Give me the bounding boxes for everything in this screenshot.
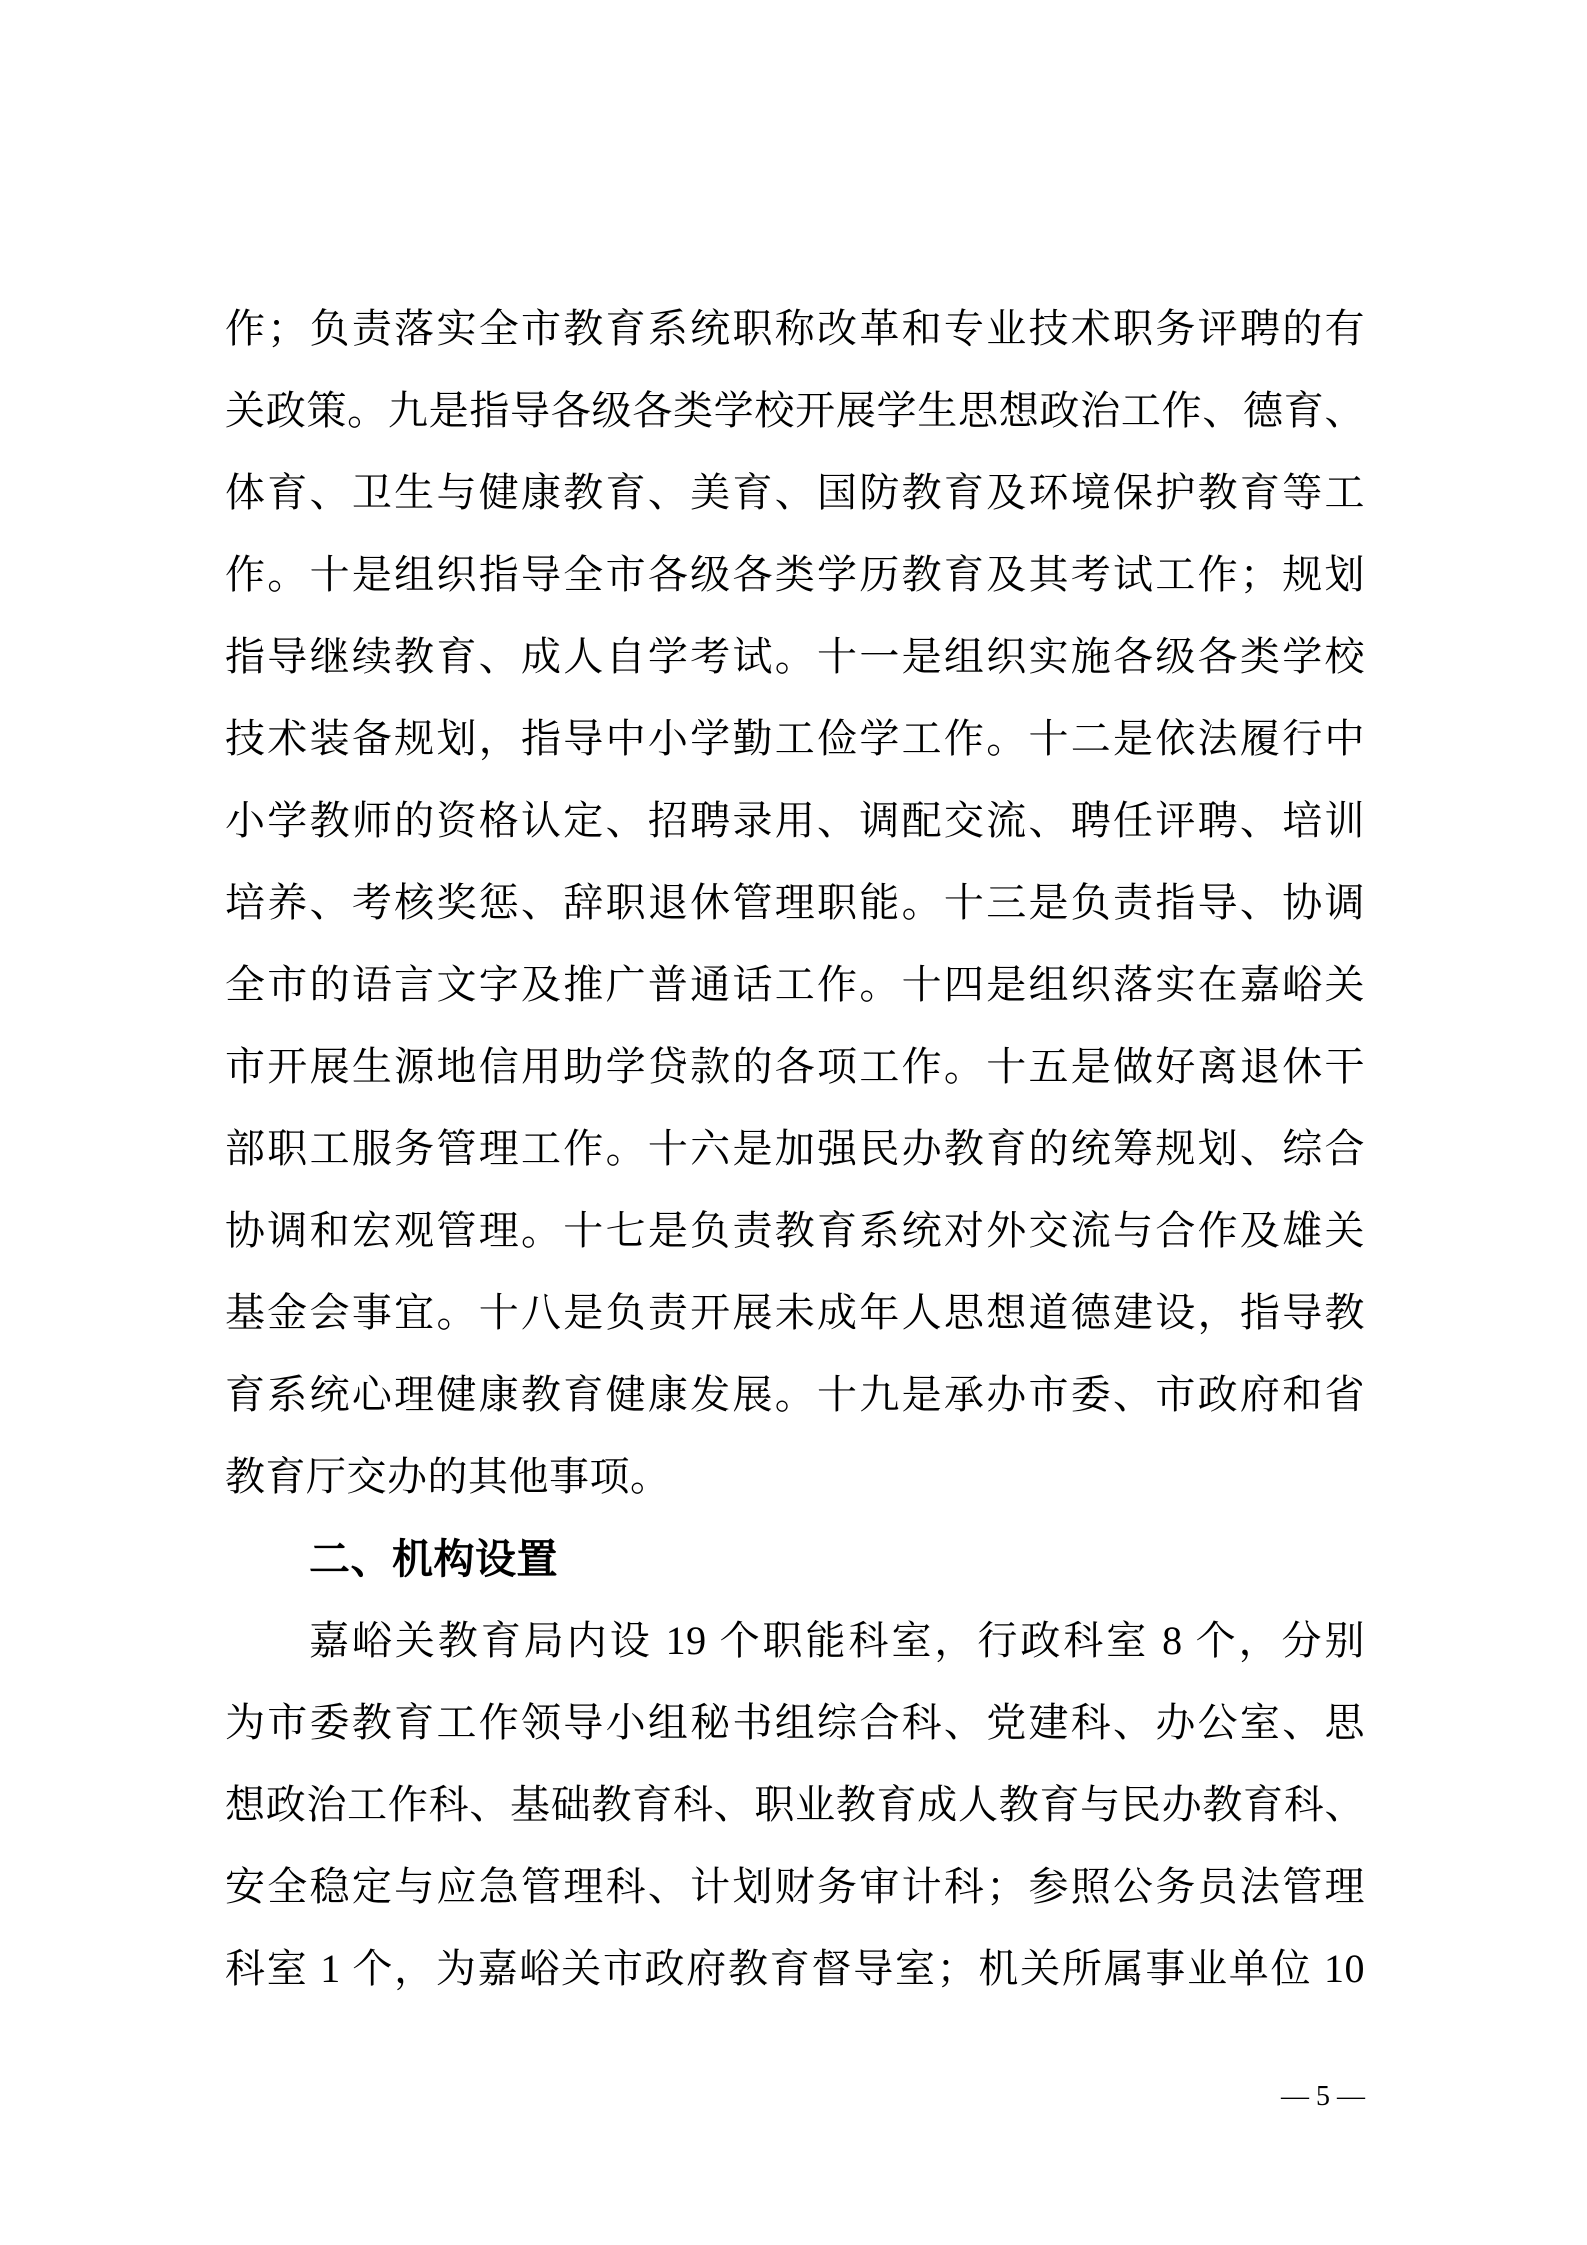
body-line: 育系统心理健康教育健康发展。十九是承办市委、市政府和省 (225, 1372, 1365, 1417)
body-line: 教育厅交办的其他事项。 (225, 1454, 671, 1499)
document-body (225, 288, 1365, 2010)
body-line: 关政策。九是指导各级各类学校开展学生思想政治工作、德育、 (225, 388, 1365, 433)
body-line: 基金会事宜。十八是负责开展未成年人思想道德建设，指导教 (225, 1290, 1365, 1335)
body-line: 指导继续教育、成人自学考试。十一是组织实施各级各类学校 (225, 634, 1365, 679)
section-heading: 二、机构设置 (309, 1536, 558, 1582)
body-line: 想政治工作科、基础教育科、职业教育成人教育与民办教育科、 (225, 1782, 1365, 1827)
body-line: 嘉峪关教育局内设 19 个职能科室，行政科室 8 个，分别 (309, 1618, 1365, 1663)
body-line: 作。十是组织指导全市各级各类学历教育及其考试工作；规划 (225, 552, 1365, 597)
body-line: 作；负责落实全市教育系统职称改革和专业技术职务评聘的有 (225, 306, 1365, 351)
body-line: 科室 1 个，为嘉峪关市政府教育督导室；机关所属事业单位 10 (225, 1946, 1365, 1991)
body-line: 部职工服务管理工作。十六是加强民办教育的统筹规划、综合 (225, 1126, 1365, 1171)
body-line: 体育、卫生与健康教育、美育、国防教育及环境保护教育等工 (225, 470, 1365, 515)
body-line: 全市的语言文字及推广普通话工作。十四是组织落实在嘉峪关 (225, 962, 1365, 1007)
body-line: 协调和宏观管理。十七是负责教育系统对外交流与合作及雄关 (225, 1208, 1365, 1253)
body-line: 为市委教育工作领导小组秘书组综合科、党建科、办公室、思 (225, 1700, 1365, 1745)
body-line: 培养、考核奖惩、辞职退休管理职能。十三是负责指导、协调 (225, 880, 1365, 925)
body-line: 小学教师的资格认定、招聘录用、调配交流、聘任评聘、培训 (225, 798, 1365, 843)
body-line: 安全稳定与应急管理科、计划财务审计科；参照公务员法管理 (225, 1864, 1365, 1909)
page-number: — 5 — (1281, 2081, 1365, 2112)
body-line: 技术装备规划，指导中小学勤工俭学工作。十二是依法履行中 (225, 716, 1365, 761)
body-line: 市开展生源地信用助学贷款的各项工作。十五是做好离退休干 (225, 1044, 1365, 1089)
